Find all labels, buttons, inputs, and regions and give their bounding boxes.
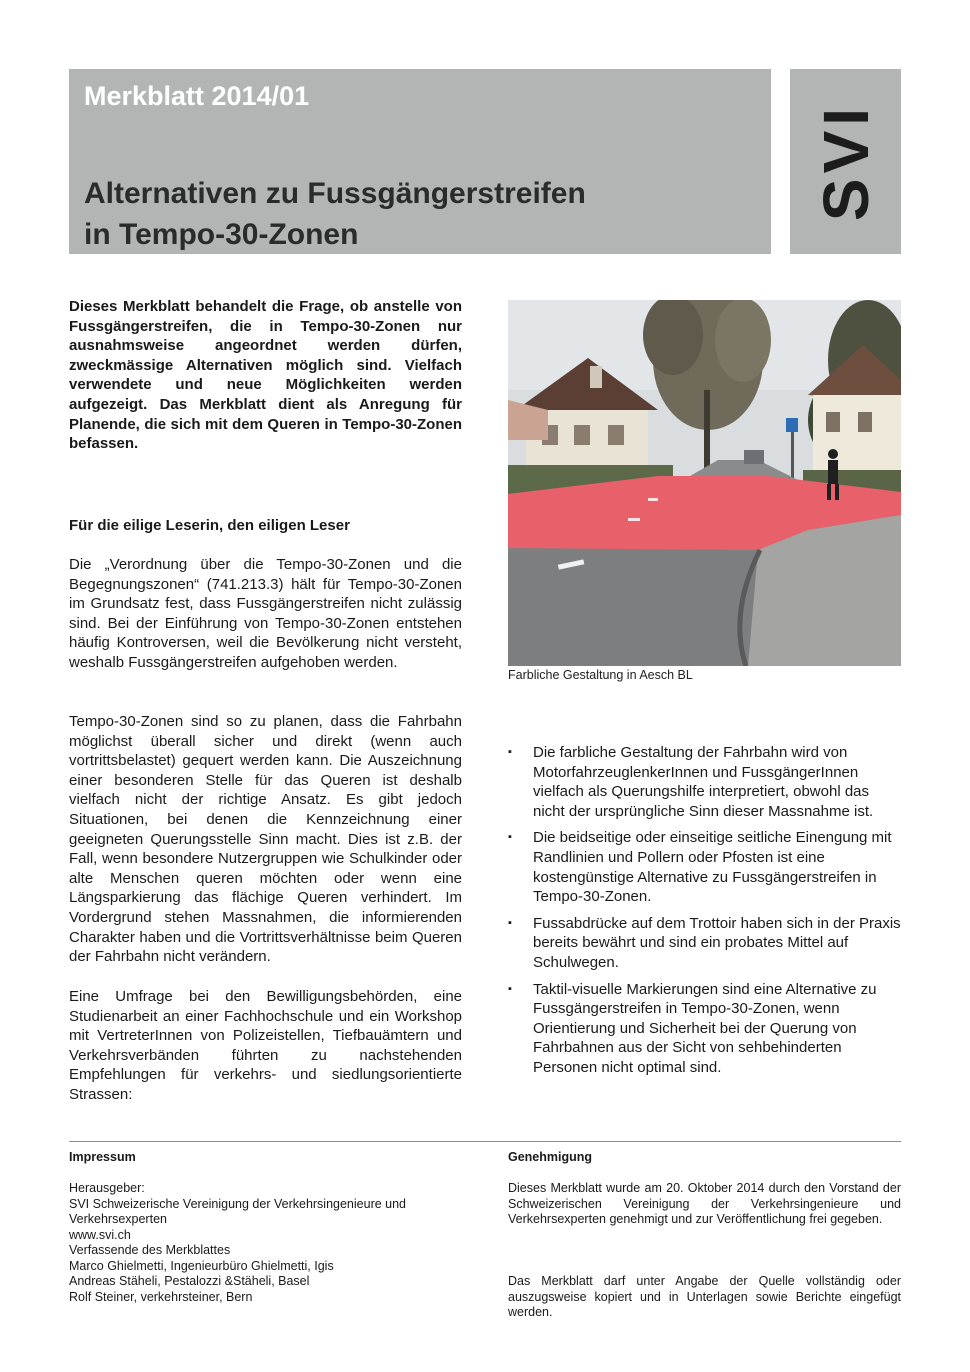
document-title: [84, 173, 764, 255]
section-heading: Für die eilige Leserin, den eiligen Leser: [69, 517, 350, 534]
street-photo: [508, 300, 901, 666]
bullet-marker: ▪: [508, 831, 512, 844]
impressum-line: Rolf Steiner, verkehrsteiner, Bern: [69, 1289, 253, 1304]
list-item: [508, 980, 901, 1078]
list-item-text: Fussabdrücke auf dem Trottoir haben sich in der Praxis bereits bewährt und sind ein probates Mittel auf Schulwegen.: [533, 914, 901, 971]
genehmigung-text: Dieses Merkblatt wurde am 20. Oktober 2014 durch den Vorstand der Schweizerischen Vereinigung der Verkehrsingenieure und Verkehrsexperten genehmigt und zur Veröffentlichung frei gegeben.: [508, 1181, 901, 1226]
recommendations-list: [508, 743, 901, 1085]
body-paragraph-3: Eine Umfrage bei den Bewilligungsbehörden, eine Studienarbeit an einer Fachhochschule und ein Workshop mit VertreterInnen von Polizeistellen, Tiefbauämtern und Verkehrsverbänden führten zu nachstehenden Empfehlungen für verkehrs- und siedlungsorientierte Strassen:: [69, 988, 462, 1103]
list-item: [508, 743, 901, 821]
svi-logo: SVI: [809, 102, 882, 221]
impressum-line: Verkehrsexperten: [69, 1212, 167, 1226]
impressum-line: Herausgeber:: [69, 1181, 145, 1195]
bullet-marker: ▪: [508, 916, 512, 929]
list-item: [508, 828, 901, 906]
impressum-line: Andreas Stäheli, Pestalozzi &Stäheli, Basel: [69, 1274, 310, 1288]
impressum-line: Marco Ghielmetti, Ingenieurbüro Ghielmetti, Igis: [69, 1258, 334, 1273]
body-paragraph-2: Tempo-30-Zonen sind so zu planen, dass die Fahrbahn möglichst überall sicher und direkt (wenn auch vortrittsbelastet) gequert werden kann. Die Auszeichnung einer besonderen Stelle für das Queren ist deshalb vielfach nicht der richtige Ansatz. Es gibt jedoch Situationen, bei denen die Kennzeichnung einer geeigneten Querungsstelle Sinn macht. Dies ist z.B. der Fall, wenn besondere Nutzergruppen wie Schulkinder oder alte Menschen queren möchten oder wenn eine Längsparkierung das flächige Queren verhindert. Im Vordergrund stehen Massnahmen, die informierenden Charakter haben und die Vortrittsverhältnisse beim Queren der Fahrbahn nicht verändern.: [69, 713, 462, 966]
list-item-text: Die farbliche Gestaltung der Fahrbahn wird von MotorfahrzeuglenkerInnen und FussgängerInnen vielfach als Querungshilfe interpretiert, obwohl das nicht der ursprüngliche Sinn dieser Massnahme ist.: [533, 744, 874, 820]
genehmigung-heading: Genehmigung: [508, 1150, 593, 1164]
copy-permission-text: Das Merkblatt darf unter Angabe der Quelle vollständig oder auszugsweise kopiert und in Unterlagen sowie Berichte eingefügt werden.: [508, 1274, 901, 1319]
footer-divider: [69, 1141, 901, 1142]
list-item-text: Taktil-visuelle Markierungen sind eine Alternative zu Fussgängerstreifen in Tempo-30-Zonen, wenn Orientierung und Sicherheit bei der Querung von Fahrbahnen aus der Sicht von sehbehinderten Personen nicht optimal sind.: [533, 980, 877, 1076]
lead-paragraph: Dieses Merkblatt behandelt die Frage, ob anstelle von Fussgängerstreifen, die in Tempo-30-Zonen nur ausnahmsweise angeordnet werden dürfen, zweckmässige Alternativen möglich sind. Vielfach verwendete und neue Möglichkeiten werden aufgezeigt. Das Merkblatt dient als Anregung für Planende, die sich mit dem Queren in Tempo-30-Zonen befassen.: [69, 298, 462, 453]
body-paragraph-1: Die „Verordnung über die Tempo-30-Zonen und die Begegnungszonen“ (741.213.3) hält für Tempo-30-Zonen im Grundsatz fest, dass Fussgängerstreifen nicht zulässig sind. Bei der Einführung von Tempo-30-Zonen entstehen häufig Kontroversen, weil die Bevölkerung nicht versteht, weshalb Fussgängerstreifen aufgehoben werden.: [69, 556, 462, 671]
title-line-2: in Tempo-30-Zonen: [84, 218, 359, 251]
impressum-line: Verfassende des Merkblattes: [69, 1243, 231, 1257]
website-link[interactable]: www.svi.ch: [69, 1227, 131, 1242]
bullet-marker: ▪: [508, 982, 512, 995]
photo-caption: Farbliche Gestaltung in Aesch BL: [508, 668, 693, 682]
list-item: [508, 914, 901, 973]
impressum-heading: Impressum: [69, 1150, 136, 1164]
document-number: Merkblatt 2014/01: [84, 81, 310, 111]
impressum-text: [69, 1181, 462, 1305]
bullet-marker: ▪: [508, 746, 512, 758]
impressum-line: SVI Schweizerische Vereinigung der Verkehrsingenieure und: [69, 1196, 407, 1211]
title-banner: [69, 69, 771, 254]
title-line-1: Alternativen zu Fussgängerstreifen: [84, 177, 586, 210]
list-item-text: Die beidseitige oder einseitige seitliche Einengung mit Randlinien und Pollern oder Pfosten ist eine kostengünstige Alternative zu Fussgängerstreifen in Tempo-30-Zonen.: [533, 829, 892, 906]
svi-logo-box: [790, 69, 901, 254]
